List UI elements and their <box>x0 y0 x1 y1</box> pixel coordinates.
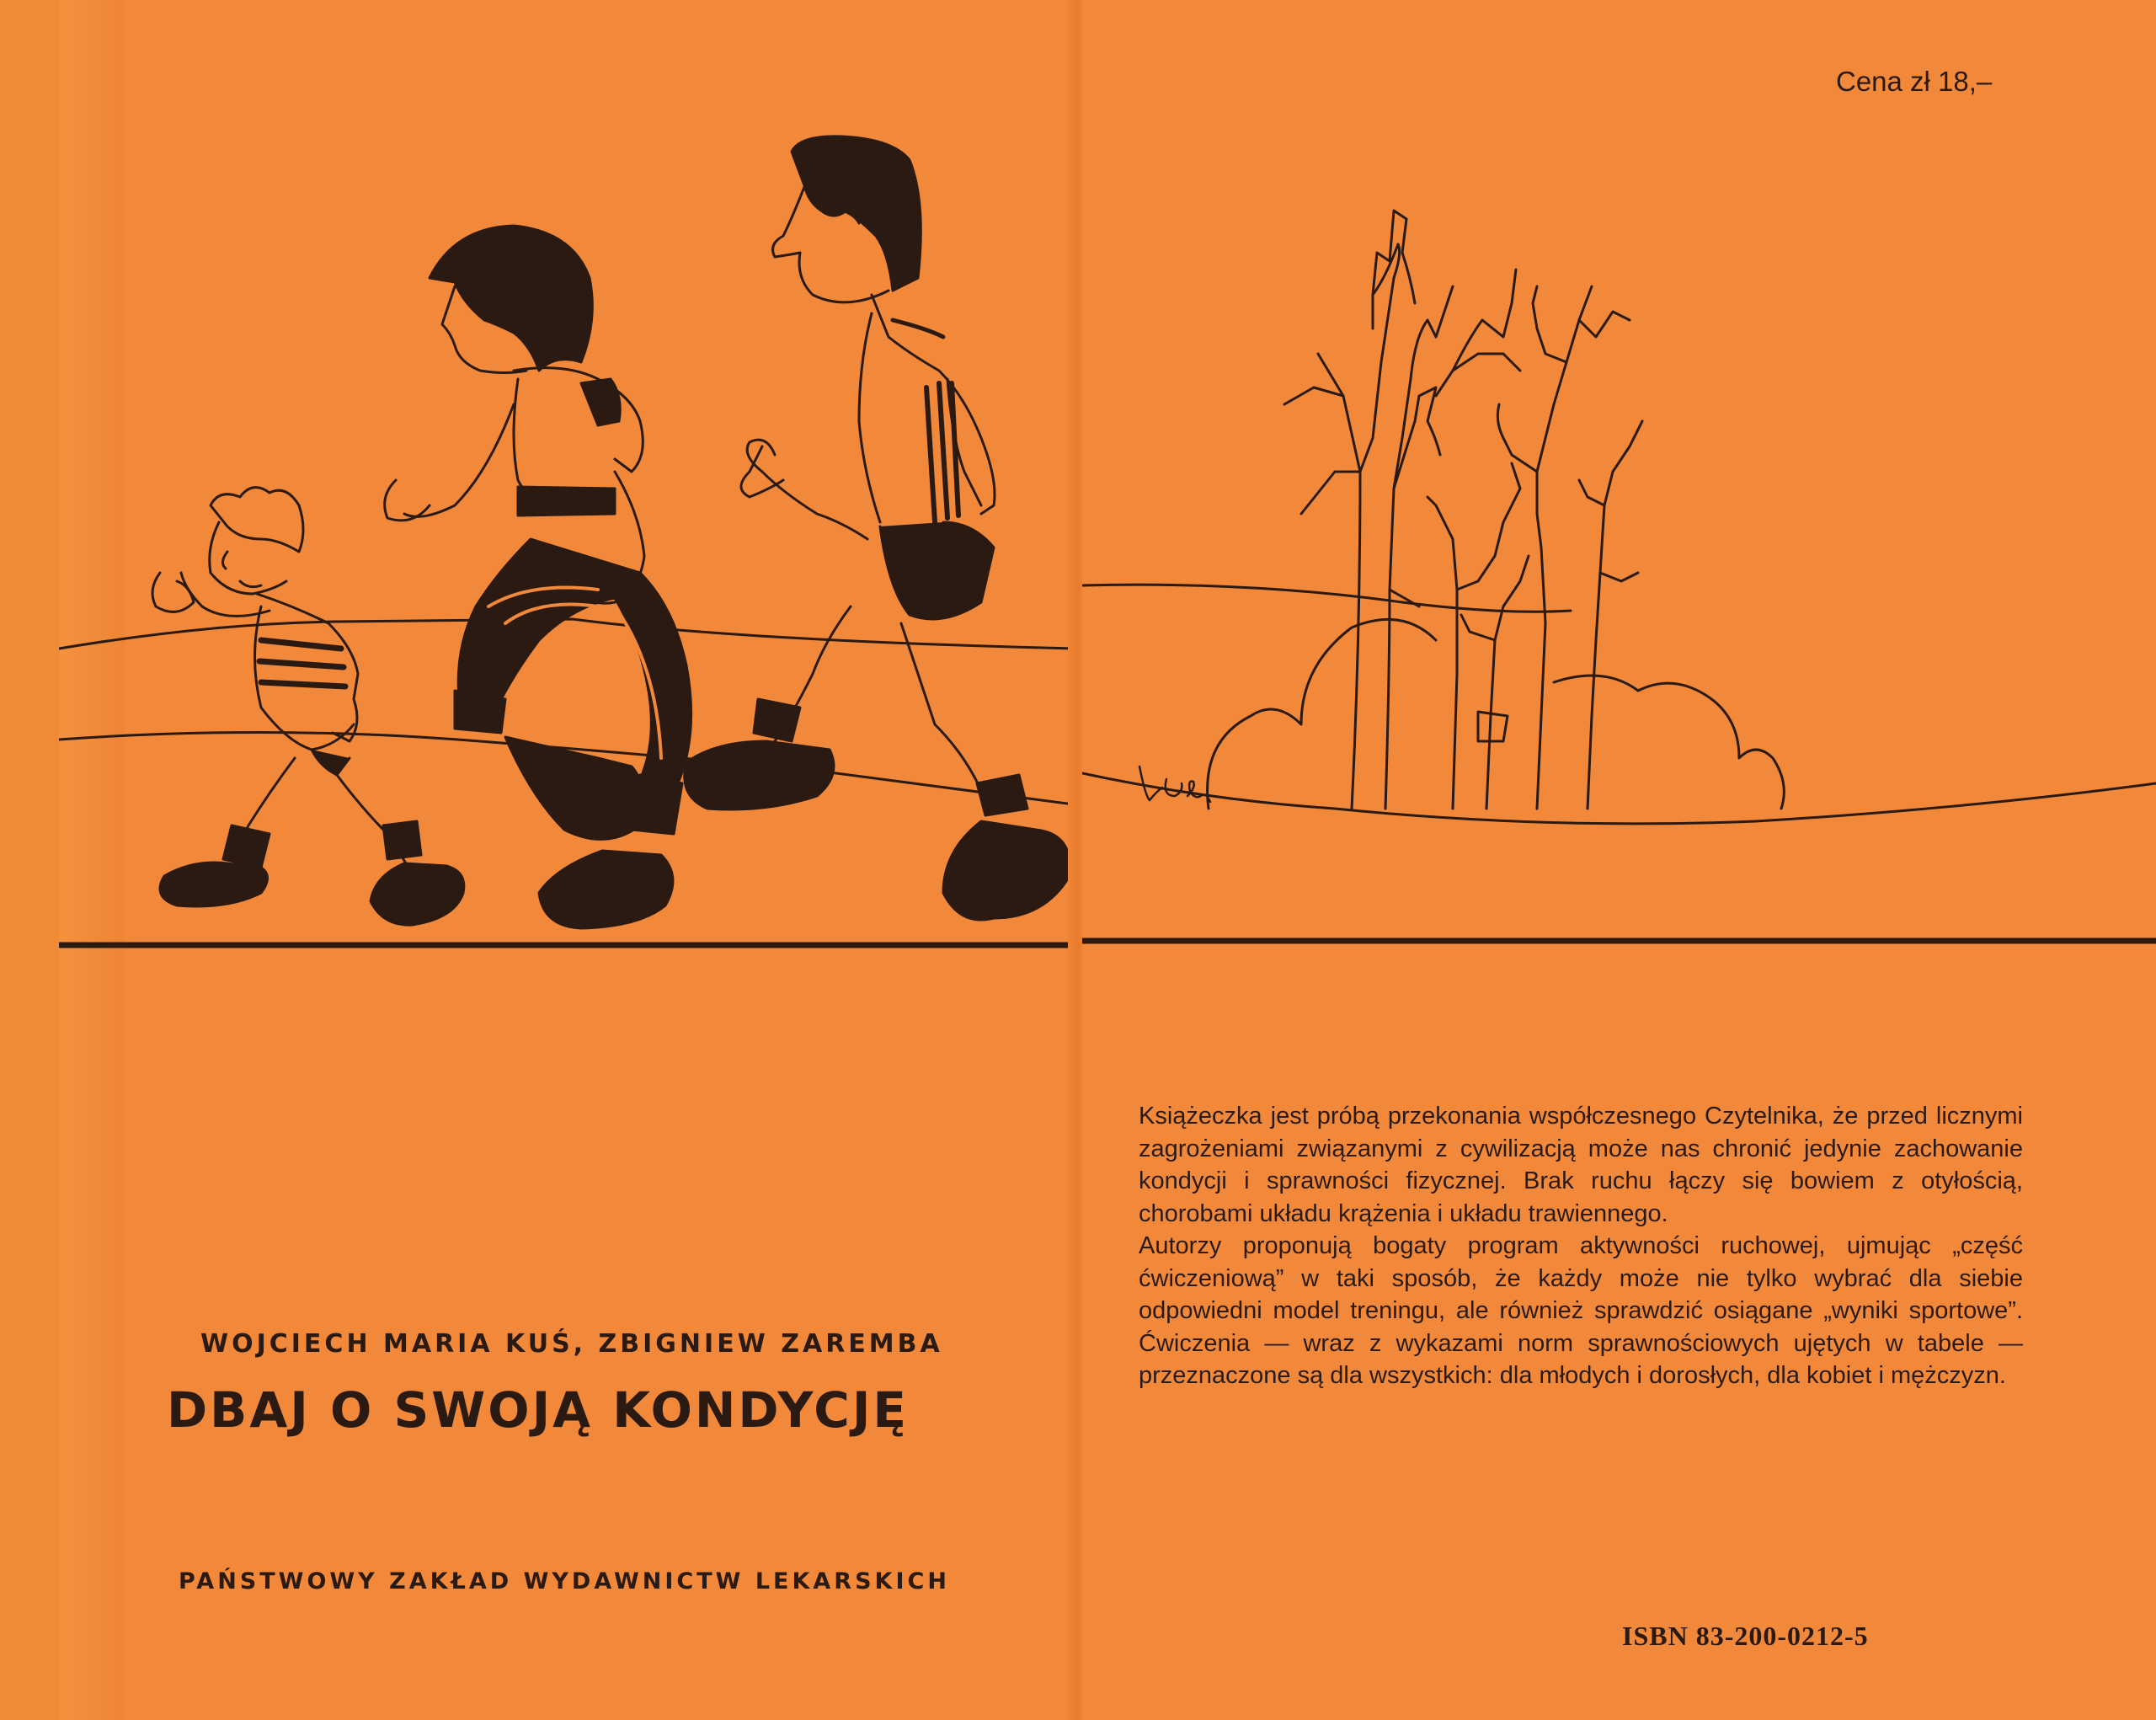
running-family-illustration-icon <box>59 0 1074 1095</box>
price-label: Cena zł 18,– <box>1836 66 1993 97</box>
bare-trees-landscape-icon <box>1082 0 2156 1011</box>
description-paragraph: Książeczka jest próbą przekonania współczesnego Czytelnika, że przed licznymi zagrożeniami związanymi z cywilizacją może nas chronić jedynie zachowanie kondycji i sprawności fizycznej. Brak ruchu łączy się bowiem z otyłością, chorobami układu krążenia i układu trawiennego. <box>1139 1103 2023 1227</box>
front-cover <box>59 0 1074 1720</box>
back-cover <box>1082 0 2156 1720</box>
book-title: DBAJ O SWOJĄ KONDYCJĘ <box>167 1381 910 1439</box>
description-paragraph: Autorzy proponują bogaty program aktywności ruchowej, ujmując „część ćwiczeniową” w taki sposób, że każdy może nie tylko wybrać dla siebie odpowiedni model treningu, ale również sprawdzić osiągane „wyniki sportowe”. Ćwiczenia — wraz z wykazami norm sprawnościowych ujętych w tabele — przeznaczone są dla wszystkich: dla młodych i dorosłych, dla kobiet i mężczyzn. <box>1139 1232 2023 1389</box>
isbn-number: ISBN 83-200-0212-5 <box>1622 1621 1869 1651</box>
publisher-name: PAŃSTWOWY ZAKŁAD WYDAWNICTW LEKARSKICH <box>179 1568 950 1594</box>
author-names: WOJCIECH MARIA KUŚ, ZBIGNIEW ZAREMBA <box>200 1329 943 1359</box>
illustrator-signature <box>1134 762 1168 790</box>
book-description <box>1139 1100 2023 1392</box>
